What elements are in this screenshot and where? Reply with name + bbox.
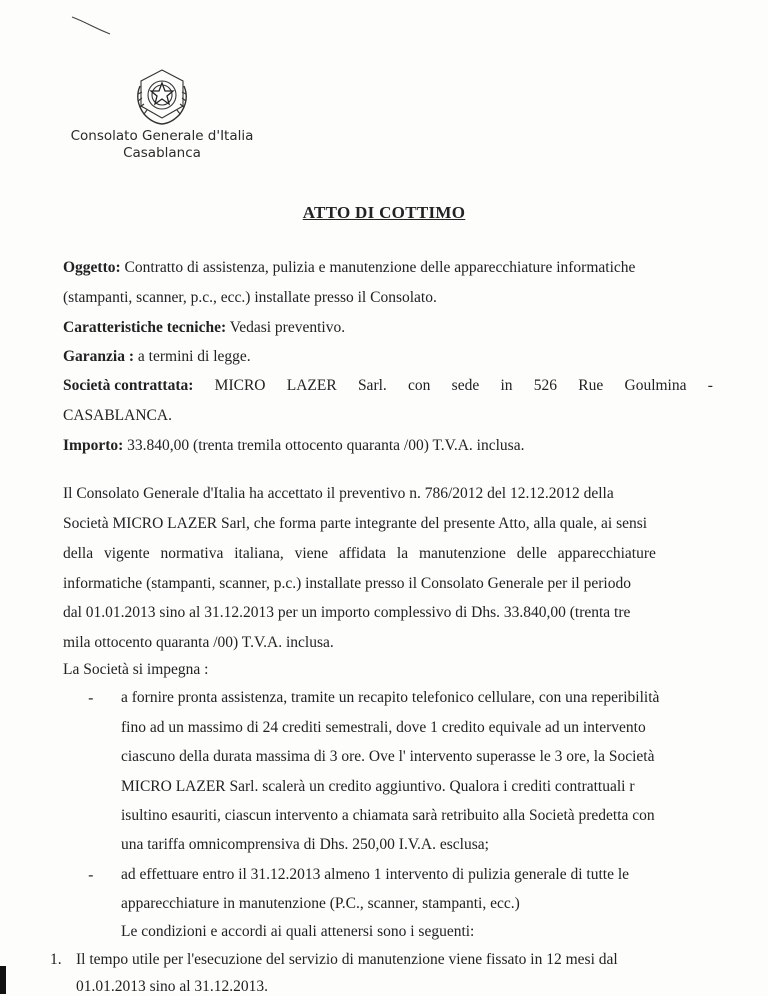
paragraph-line: Società MICRO LAZER Sarl, che forma parte integrante del presente Atto, alla quale, ai sensi bbox=[63, 515, 648, 532]
consulate-header bbox=[62, 128, 262, 162]
scan-edge-mark bbox=[0, 966, 6, 994]
caratteristiche-label: Caratteristiche tecniche: bbox=[63, 319, 227, 336]
societa-city: CASABLANCA. bbox=[63, 407, 172, 424]
oggetto-line-1 bbox=[63, 259, 635, 277]
oggetto-label: Oggetto: bbox=[63, 259, 121, 276]
item-line: 01.01.2013 sino al 31.12.2013. bbox=[76, 978, 269, 995]
societa-word: con bbox=[408, 377, 431, 394]
caratteristiche-line bbox=[63, 319, 345, 337]
bullet-dash: - bbox=[88, 689, 94, 707]
consulate-name: Consolato Generale d'Italia bbox=[70, 128, 254, 144]
bullet-line: MICRO LAZER Sarl. scalerà un credito aggiuntivo. Qualora i crediti contrattuali r bbox=[121, 778, 635, 795]
consulate-city: Casablanca bbox=[123, 145, 201, 161]
impegna-line: La Società si impegna : bbox=[63, 661, 209, 678]
document-title: ATTO DI COTTIMO bbox=[302, 203, 466, 222]
importo-line bbox=[63, 437, 524, 455]
societa-word: Goulmina bbox=[624, 377, 687, 394]
paragraph-line: dal 01.01.2013 sino al 31.12.2013 per un importo complessivo di Dhs. 33.840,00 (trenta tre bbox=[63, 604, 631, 621]
paragraph-line: della vigente normativa italiana, viene affidata la manutenzione delle apparecchiature bbox=[63, 545, 656, 562]
paragraph-line: informatiche (stampanti, scanner, p.c.) installate presso il Consolato Generale per il periodo bbox=[63, 575, 631, 592]
oggetto-value-1: Contratto di assistenza, pulizia e manutenzione delle apparecchiature informatiche bbox=[124, 259, 636, 276]
bullet-line: isultino esauriti, ciascun intervento a chiamata sarà retribuito alla Società predetta con bbox=[121, 807, 655, 824]
item-number: 1. bbox=[50, 951, 62, 968]
societa-word: 526 bbox=[533, 377, 558, 394]
societa-word: in bbox=[500, 377, 513, 394]
societa-word: MICRO bbox=[214, 377, 266, 394]
bullet-line: apparecchiature in manutenzione (P.C., scanner, stampanti, ecc.) bbox=[121, 895, 520, 912]
societa-word: Sarl. bbox=[357, 377, 387, 394]
societa-word: LAZER bbox=[286, 377, 337, 394]
bullet-line: una tariffa omnicomprensiva di Dhs. 250,00 I.V.A. esclusa; bbox=[121, 836, 489, 853]
garanzia-label: Garanzia : bbox=[63, 348, 135, 365]
paragraph-line: mila ottocento quaranta /00) T.V.A. inclusa. bbox=[63, 634, 334, 651]
societa-label: Società contrattata: bbox=[63, 377, 194, 394]
garanzia-value: a termini di legge. bbox=[137, 348, 251, 365]
societa-word: - bbox=[707, 377, 713, 394]
pen-stroke-mark bbox=[70, 14, 112, 36]
bullet-line: fino ad un massimo di 24 crediti semestrali, dove 1 credito equivale ad un intervento bbox=[121, 719, 646, 736]
italian-republic-emblem-icon bbox=[132, 66, 192, 128]
garanzia-line bbox=[63, 348, 251, 366]
caratteristiche-value: Vedasi preventivo. bbox=[229, 319, 346, 336]
societa-word: sede bbox=[451, 377, 480, 394]
paragraph-line: Il Consolato Generale d'Italia ha accettato il preventivo n. 786/2012 del 12.12.2012 della bbox=[63, 485, 614, 502]
bullet-line: ciascuno della durata massima di 3 ore. Ove l' intervento superasse le 3 ore, la Società bbox=[121, 748, 655, 765]
bullet-line: a fornire pronta assistenza, tramite un recapito telefonico cellulare, con una reperibilità bbox=[121, 689, 660, 706]
societa-word: Rue bbox=[578, 377, 604, 394]
bullet-dash: - bbox=[88, 866, 94, 884]
condizioni-line: Le condizioni e accordi ai quali attenersi sono i seguenti: bbox=[121, 923, 475, 940]
oggetto-value-2: (stampanti, scanner, p.c., ecc.) installate presso il Consolato. bbox=[63, 289, 437, 306]
importo-label: Importo: bbox=[63, 437, 124, 454]
societa-line bbox=[63, 377, 713, 395]
bullet-line: ad effettuare entro il 31.12.2013 almeno 1 intervento di pulizia generale di tutte le bbox=[121, 866, 630, 883]
importo-value: 33.840,00 (trenta tremila ottocento quaranta /00) T.V.A. inclusa. bbox=[127, 437, 525, 454]
item-line: Il tempo utile per l'esecuzione del servizio di manutenzione viene fissato in 12 mesi dal bbox=[76, 951, 618, 968]
